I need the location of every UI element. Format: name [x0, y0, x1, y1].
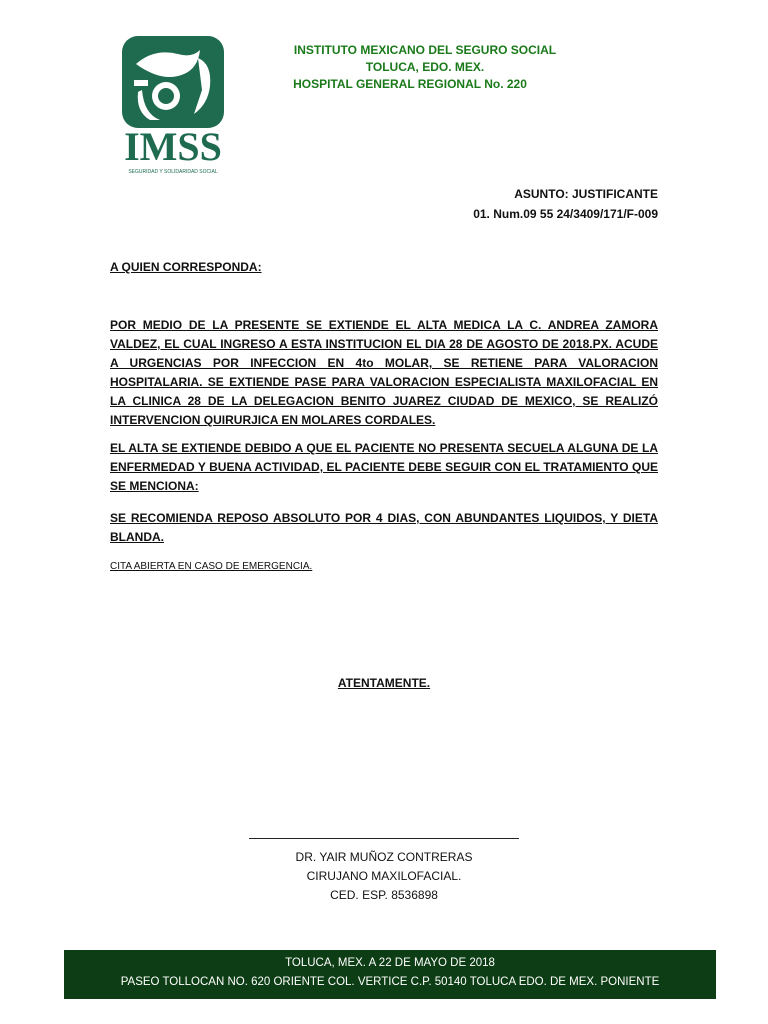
footer-bar [64, 950, 716, 999]
paragraph-reason: EL ALTA SE EXTIENDE DEBIDO A QUE EL PACIENTE NO PRESENTA SECUELA ALGUNA DE LA ENFERMEDAD Y BUENA ACTIVIDAD, EL PACIENTE DEBE SEGUIR CON EL TRATAMIENTO QUE SE MENCIONA: [110, 441, 658, 493]
signature-block [0, 848, 768, 905]
imss-logo [114, 34, 234, 176]
open-appointment-note: CITA ABIERTA EN CASO DE EMERGENCIA. [110, 561, 313, 572]
logo-text: IMSS [124, 124, 222, 169]
doctor-license: CED. ESP. 8536898 [330, 888, 438, 902]
subject-line: ASUNTO: JUSTIFICANTE [514, 187, 658, 201]
closing: ATENTAMENTE. [337, 676, 431, 690]
reference-number: 01. Num.09 55 24/3409/171/F-009 [473, 207, 658, 221]
hospital-name: HOSPITAL GENERAL REGIONAL No. 220 [293, 77, 527, 91]
paragraph-discharge: POR MEDIO DE LA PRESENTE SE EXTIENDE EL ALTA MEDICA LA C. ANDREA ZAMORA VALDEZ, EL CUAL INGRESO A ESTA INSTITUCION EL DIA 28 DE AGOSTO DE 2018.PX. ACUDE A URGENCIAS POR INFECCION EN 4to MOLAR, SE RETIENE PARA VALORACION HOSPITALARIA. SE EXTIENDE PASE PARA VALORACION ESPECIALISTA MAXILOFACIAL EN LA CLINICA 28 DE LA DELEGACION BENITO JUAREZ CIUDAD DE MEXICO, SE REALIZÓ INTERVENCION QUIRURJICA EN MOLARES CORDALES. [110, 318, 658, 427]
institution-city: TOLUCA, EDO. MEX. [365, 60, 485, 74]
paragraph-recommendation: SE RECOMIENDA REPOSO ABSOLUTO POR 4 DIAS, CON ABUNDANTES LIQUIDOS, Y DIETA BLANDA. [110, 511, 658, 544]
salutation: A QUIEN CORRESPONDA: [110, 260, 262, 274]
footer-address: PASEO TOLLOCAN NO. 620 ORIENTE COL. VERTICE C.P. 50140 TOLUCA EDO. DE MEX. PONIENTE [120, 976, 660, 988]
doctor-title: CIRUJANO MAXILOFACIAL. [306, 869, 462, 883]
doctor-name: DR. YAIR MUÑOZ CONTRERAS [295, 850, 473, 864]
footer-date: TOLUCA, MEX. A 22 DE MAYO DE 2018 [285, 957, 495, 969]
institution-name: INSTITUTO MEXICANO DEL SEGURO SOCIAL [293, 43, 557, 57]
signature-line [249, 838, 519, 839]
subject-block [473, 184, 658, 224]
letterhead [250, 42, 600, 93]
logo-tagline: SEGURIDAD Y SOLIDARIDAD SOCIAL [128, 169, 218, 175]
